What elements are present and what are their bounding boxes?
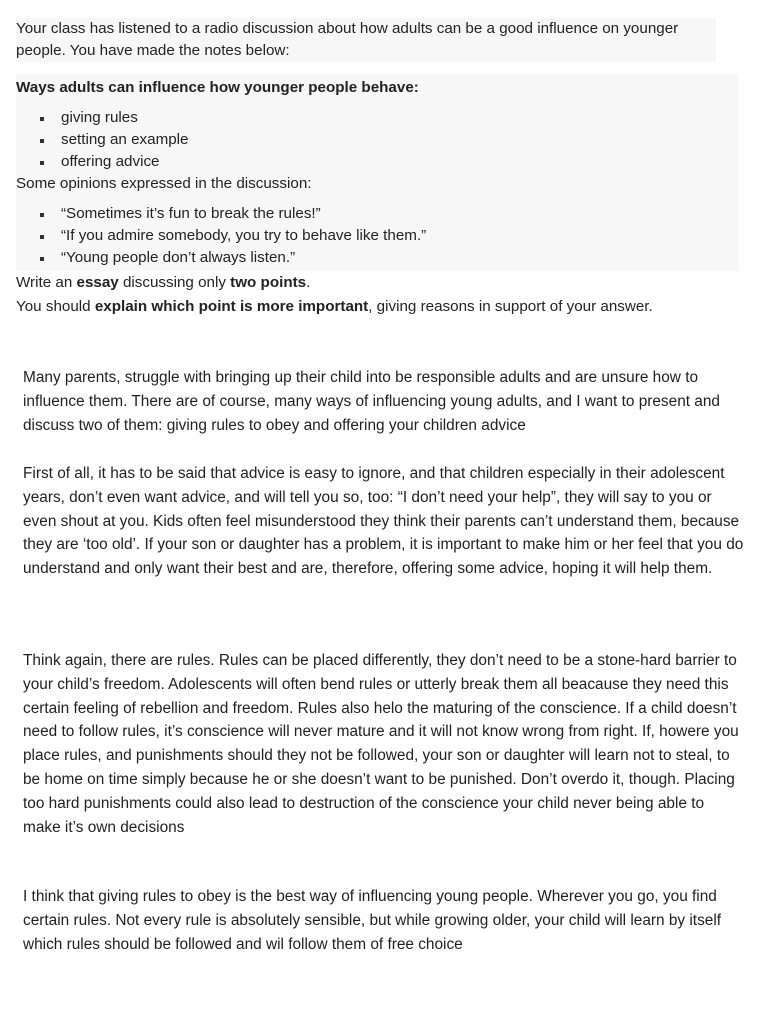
opinions-heading: Some opinions expressed in the discussion: bbox=[16, 175, 312, 192]
notes-heading: Ways adults can influence how younger people behave: bbox=[16, 79, 419, 96]
essay-paragraph-3: Think again, there are rules. Rules can be placed differently, they don’t need to be a stone-hard barrier to your child’s freedom. Adolescents will often bend rules or utterly break them all beacause they need this certain feeling of rebellion and freedom. Rules also helo the maturing of the conscience. If a child doesn’t need to follow rules, it’s conscience will never mature and it will not know wrong from right. If, howere you place rules, and punishments should they not be followed, your son or daughter will learn not to steal, to be home on time simply because he or she doesn’t want to be punished. Don’t overdo it, though. Placing too hard punishments could also lead to destruction of the conscience your child never being able to make it’s own decisions bbox=[23, 652, 739, 836]
opinions-list bbox=[16, 203, 738, 269]
list-item: giving rules bbox=[16, 107, 738, 129]
task-text: Write an bbox=[16, 274, 77, 291]
task-instruction-1 bbox=[16, 271, 740, 295]
essay-paragraph-2: First of all, it has to be said that advice is easy to ignore, and that children especially in their adolescent years, don’t even want advice, and will tell you so, too: “I don’t need your help”, they will say to you or even shout at you. Kids often feel misunderstood they think their parents can’t understand them, because they are ‘too old’. If your son or daughter has a problem, it is important to make him or her feel that you do understand and only want their best and are, therefore, offering some advice, hoping it will help them. bbox=[23, 465, 744, 578]
prompt-intro: Your class has listened to a radio discussion about how adults can be a good influence on younger people. You have made the notes below: bbox=[16, 18, 716, 62]
list-item: “Young people don’t always listen.” bbox=[16, 247, 738, 269]
list-item: setting an example bbox=[16, 129, 738, 151]
notes-box bbox=[16, 74, 738, 271]
task-instruction-2 bbox=[16, 295, 740, 319]
task-text: . bbox=[306, 274, 311, 291]
task-text: You should bbox=[16, 298, 95, 315]
list-item: offering advice bbox=[16, 151, 738, 173]
list-item: “Sometimes it’s fun to break the rules!” bbox=[16, 203, 738, 225]
task-emphasis: explain which point is more important bbox=[94, 298, 369, 315]
task-text: , giving reasons in support of your answer. bbox=[368, 298, 653, 315]
task-text: discussing only bbox=[118, 274, 231, 291]
task-emphasis: two points bbox=[230, 274, 307, 291]
essay-paragraph-4: I think that giving rules to obey is the best way of influencing young people. Wherever you go, you find certain rules. Not every rule is absolutely sensible, but while growing older, your child will learn by itself which rules should be followed and wil follow them of free choice bbox=[23, 888, 722, 953]
task-emphasis: essay bbox=[76, 274, 119, 291]
task-prompt bbox=[16, 18, 740, 319]
essay-paragraph-1: Many parents, struggle with bringing up their child into be responsible adults and are unsure how to influence them. There are of course, many ways of influencing young adults, and I want to present and discuss two of them: giving rules to obey and offering your children advice bbox=[23, 369, 720, 434]
list-item: “If you admire somebody, you try to behave like them.” bbox=[16, 225, 738, 247]
ways-list bbox=[16, 107, 738, 173]
